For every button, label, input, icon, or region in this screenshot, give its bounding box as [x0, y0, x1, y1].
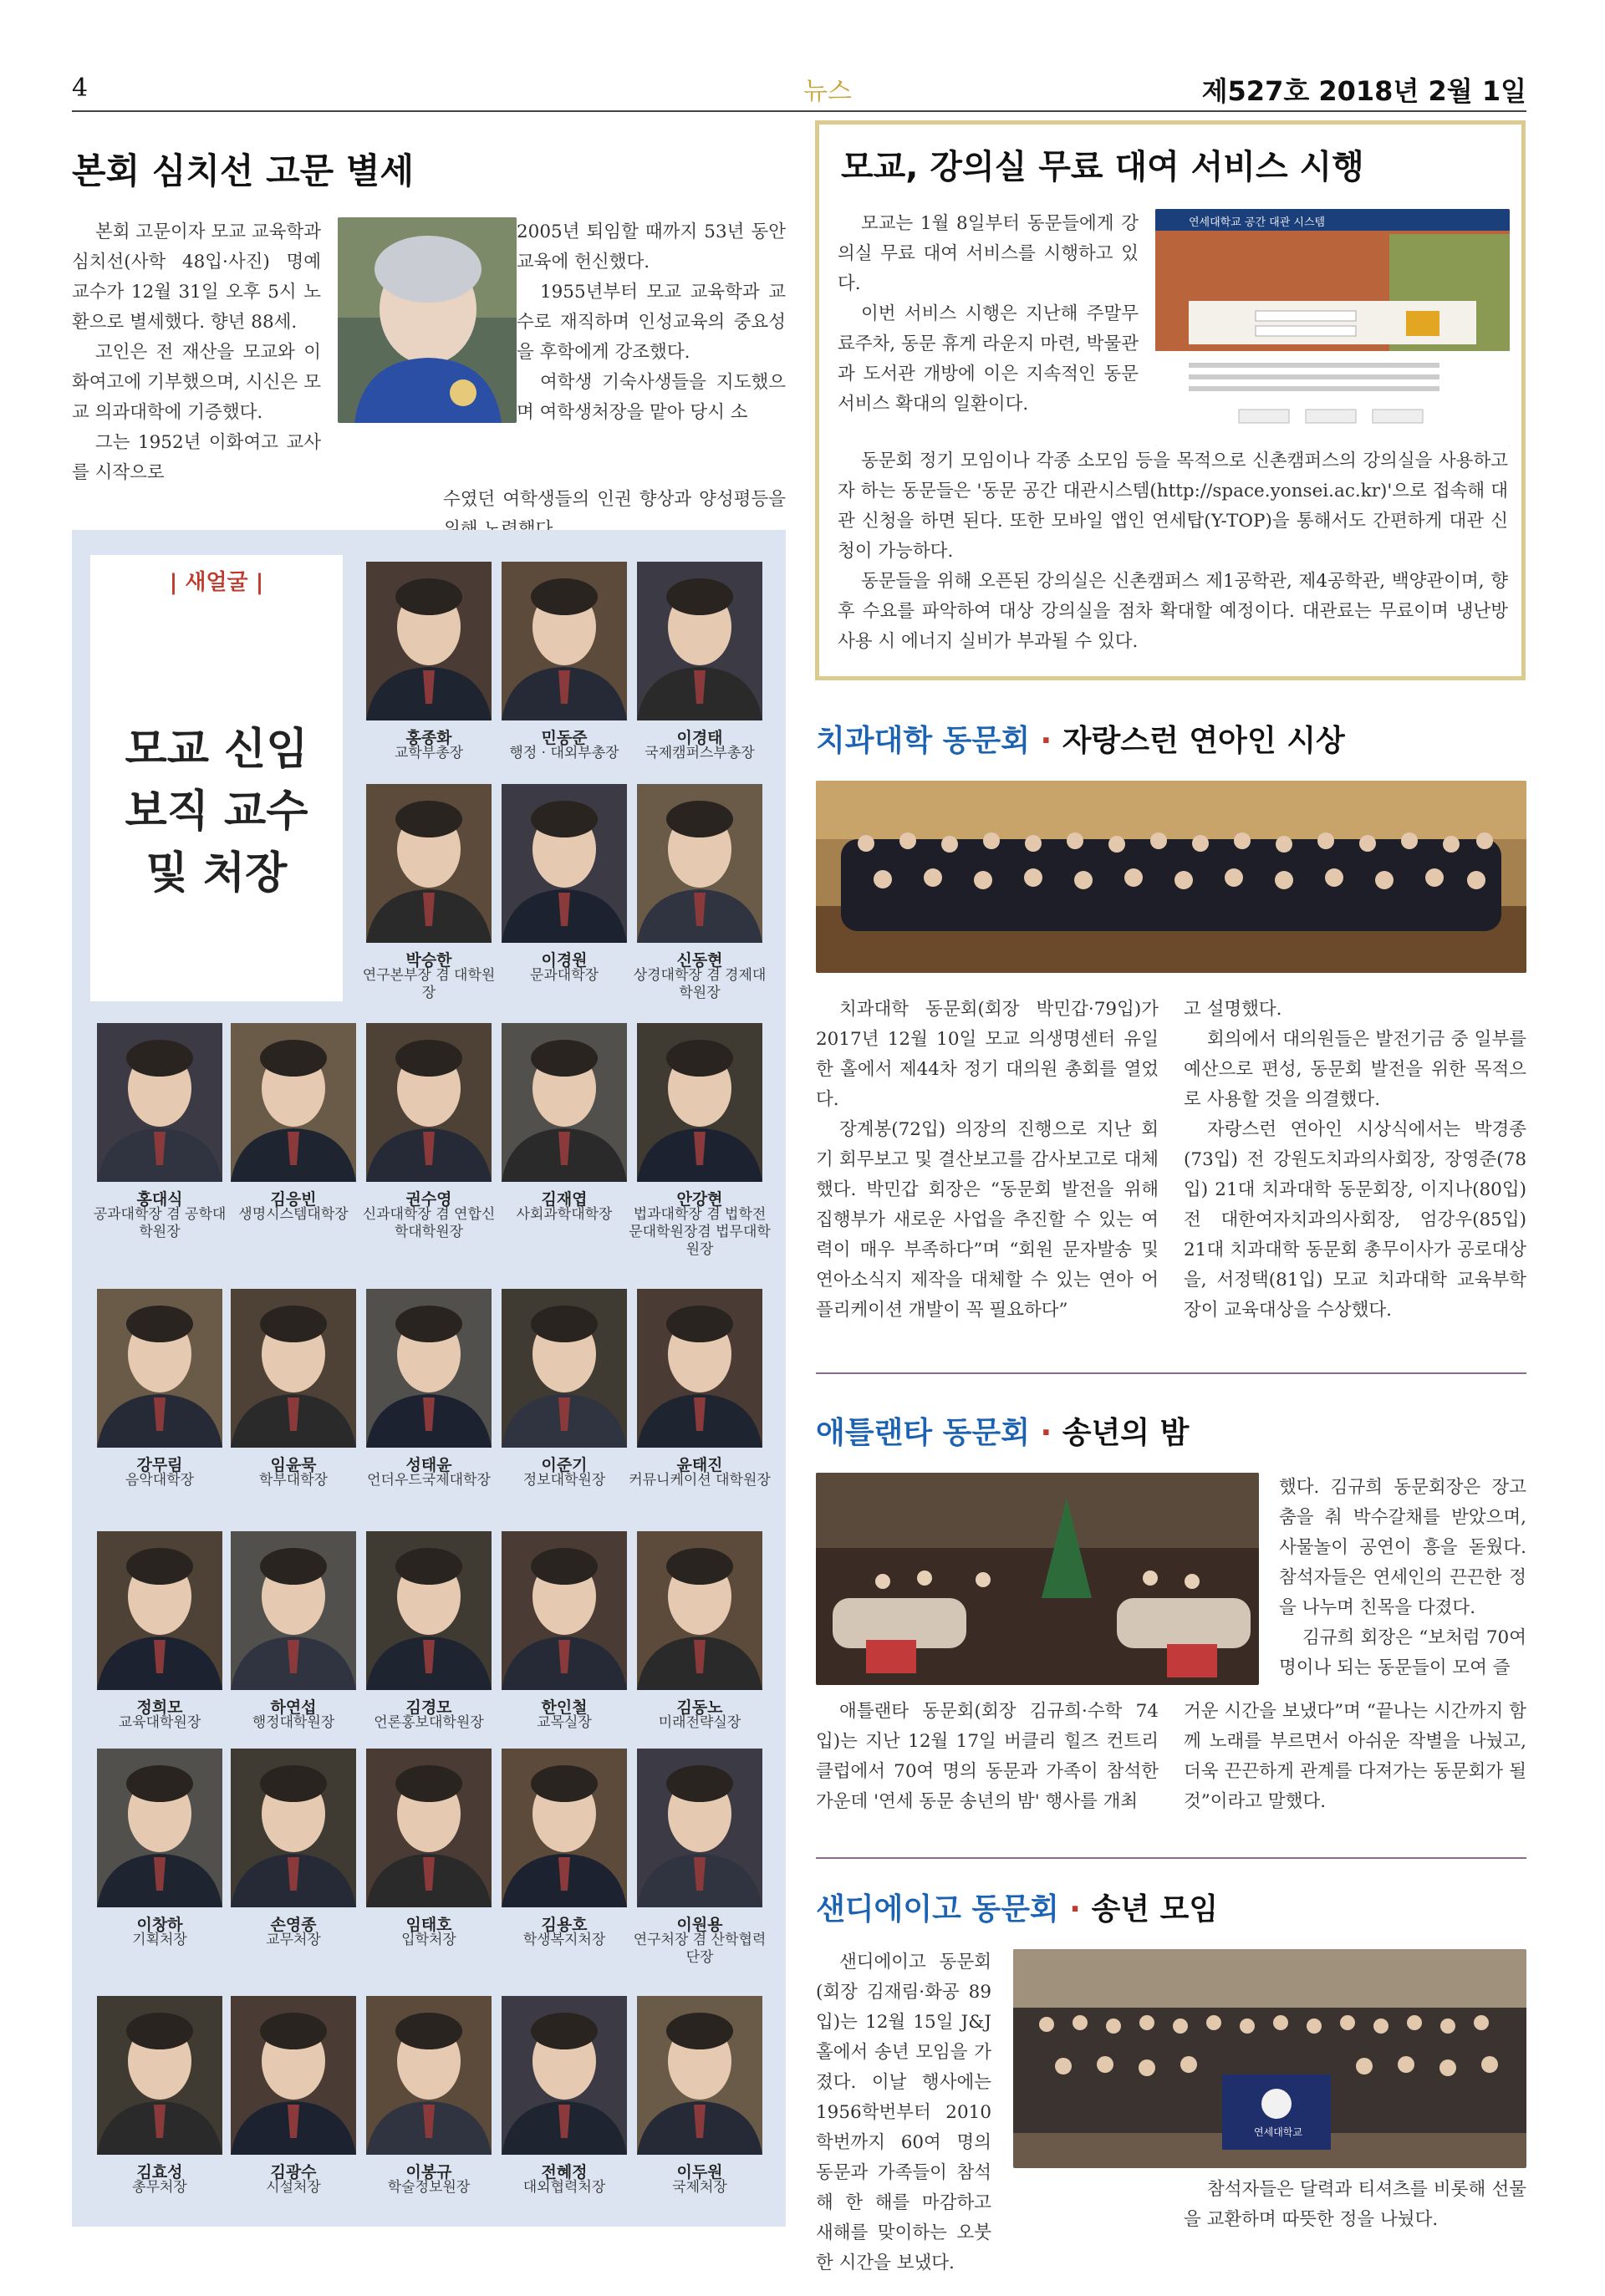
faculty-photo	[366, 1749, 492, 1907]
faculty-name: 김응빈	[270, 1190, 317, 1209]
dental-paragraph: 고 설명했다.	[1184, 999, 1282, 1020]
faculty-photo	[97, 1023, 222, 1182]
obituary-paragraph: 수였던 여학생들의 인권 향상과 양성평등을	[443, 489, 786, 510]
faculty-photo	[231, 1996, 356, 2155]
faculty-name: 이봉규	[405, 2163, 452, 2181]
atlanta-column-left	[816, 1697, 1159, 1817]
obituary-paragraph: 고인은 전 재산을 모교와 이화여고에 기부했으며, 시신은 모교 의과대학에 기증했다.	[72, 342, 321, 423]
faculty-role: 문과대학장	[529, 967, 599, 984]
obituary-column-1	[72, 217, 321, 488]
atlanta-dot: ·	[1040, 1416, 1052, 1450]
dental-paragraph: 회의에서 대의원들은 발전기금 중 일부를 예산으로 편성, 동문회 발전을 위한 목적으로 사용할 것을 의결했다.	[1184, 1029, 1526, 1110]
faculty-role: 학술정보원장	[387, 2179, 471, 2196]
page-number: 4	[72, 74, 89, 103]
faculty-name: 한인철	[541, 1698, 588, 1717]
faculty-tag: | 새얼굴 |	[169, 570, 264, 595]
faculty-role: 생명시스템대학장	[238, 1206, 349, 1223]
faculty-role: 학부대학장	[258, 1472, 329, 1489]
faculty-role: 기획처장	[132, 1932, 187, 1948]
dental-paragraph: 치과대학 동문회(회장 박민갑·79입)가 2017년 12월 10일 모교 의생명센터 유일한 홀에서 제44차 정기 대의원 총회를 열었다.	[816, 999, 1159, 1110]
faculty-name: 성태윤	[405, 1456, 452, 1474]
atlanta-column-right-2	[1184, 1697, 1526, 1817]
faculty-name: 이경태	[676, 729, 723, 747]
obituary-paragraph: 2005년 퇴임할 때까지 53년 동안 교육에 헌신했다.	[517, 221, 786, 272]
faculty-photo	[502, 1289, 627, 1448]
faculty-name: 김광수	[270, 2163, 317, 2181]
faculty-role: 연구처장 겸 산학협력단장	[633, 1932, 767, 1966]
faculty-name: 권수영	[405, 1190, 452, 1209]
faculty-name: 신동현	[676, 951, 723, 970]
faculty-name: 김동노	[676, 1698, 723, 1717]
faculty-photo	[231, 1749, 356, 1907]
faculty-role: 교무처장	[266, 1932, 321, 1948]
faculty-role: 행정 · 대외부총장	[509, 745, 619, 761]
faculty-role: 총무처장	[132, 2179, 187, 2196]
dental-group-photo	[816, 781, 1526, 973]
faculty-photo	[637, 1289, 762, 1448]
faculty-role: 교육대학원장	[118, 1714, 201, 1731]
atlanta-paragraph: 김규희 회장은 “보처럼 70여 명이나 되는 동문들이 모여 즐	[1279, 1627, 1526, 1678]
faculty-name: 민동준	[541, 729, 588, 747]
faculty-name: 하연섭	[270, 1698, 317, 1717]
faculty-name: 손영종	[270, 1916, 317, 1934]
obituary-paragraph: 그는 1952년 이화여고 교사를 시작으로	[72, 432, 321, 483]
faculty-photo	[502, 1023, 627, 1182]
faculty-role: 시설처장	[266, 2179, 321, 2196]
dental-paragraph: 자랑스런 연아인 시상식에서는 박경종(73입) 전 강원도치과의사회장, 장영준(78입) 21대 치과대학 동문회장, 이지나(80입) 전 대한여자치과의사회장, 엄강우(85입) 21대 치과대학 동문회 총무이사가 공로대상을, 서정택(81입) 모교 치과대학 교육부학장이 교육대상을 수상했다.	[1184, 1119, 1526, 1321]
faculty-photo	[231, 1289, 356, 1448]
faculty-role: 법과대학장 겸 법학전문대학원장겸 법무대학원장	[629, 1206, 771, 1258]
faculty-title	[90, 719, 343, 904]
rental-text-top	[838, 209, 1139, 420]
obituary-paragraph: 여학생 기숙사생들을 지도했으며 여학생처장을 맡아 당시 소	[517, 372, 786, 423]
faculty-photo	[502, 1531, 627, 1690]
section-label: 뉴스	[803, 77, 852, 106]
faculty-photo	[637, 1749, 762, 1907]
faculty-photo	[502, 562, 627, 720]
faculty-name: 박승한	[405, 951, 452, 970]
faculty-name: 이경원	[541, 951, 588, 970]
atlanta-title: 송년의 밤	[1062, 1416, 1190, 1450]
section-rule	[816, 1857, 1526, 1859]
faculty-name: 강무림	[136, 1456, 183, 1474]
faculty-name: 이원용	[676, 1916, 723, 1934]
sandiego-column-left	[816, 1947, 991, 2278]
dental-org: 치과대학 동문회	[816, 724, 1030, 758]
faculty-title-line: 및 처장	[145, 848, 288, 899]
faculty-role: 상경대학장 겸 경제대학원장	[633, 967, 767, 1001]
faculty-photo	[502, 784, 627, 943]
faculty-photo	[366, 1531, 492, 1690]
header-rule	[72, 110, 1526, 112]
obituary-paragraph: 본회 고문이자 모교 교육학과 심치선(사학 48입·사진) 명예 교수가 12월 31일 오후 5시 노환으로 별세했다. 향년 88세.	[72, 221, 321, 333]
dental-column-2	[1184, 995, 1526, 1326]
faculty-photo	[637, 562, 762, 720]
dental-paragraph: 장계봉(72입) 의장의 진행으로 지난 회기 회무보고 및 결산보고를 감사보고로 대체했다. 박민갑 회장은 “동문회 발전을 위해 집행부가 새로운 사업을 추진할 수 있는 여력이 매우 부족하다”며 “회원 문자발송 및 연아소식지 제작을 대체할 수 있는 연아 어플리케이션 개발이 꼭 필요하다”	[816, 1119, 1159, 1321]
faculty-role: 커뮤니케이션 대학원장	[629, 1472, 771, 1489]
rental-text-bottom	[838, 446, 1508, 657]
sandiego-dot: ·	[1069, 1892, 1081, 1927]
rental-paragraph: 이번 서비스 시행은 지난해 주말무료주차, 동문 휴게 라운지 마련, 박물관과 도서관 개방에 이은 지속적인 동문 서비스 확대의 일환이다.	[838, 303, 1139, 415]
faculty-role: 교학부총장	[394, 745, 464, 761]
faculty-role: 언더우드국제대학장	[367, 1472, 491, 1489]
rental-system-screenshot	[1155, 209, 1510, 446]
faculty-photo	[97, 1531, 222, 1690]
faculty-name: 정희모	[136, 1698, 183, 1717]
screenshot-title: 연세대학교 공간 대관 시스템	[1189, 216, 1326, 229]
sandiego-heading	[816, 1886, 1218, 1928]
atlanta-heading	[816, 1409, 1189, 1452]
faculty-role: 학생복지처장	[522, 1932, 606, 1948]
faculty-photo	[366, 784, 492, 943]
section-rule	[816, 1372, 1526, 1374]
faculty-role: 공과대학장 겸 공학대학원장	[93, 1206, 227, 1240]
faculty-name: 전혜정	[541, 2163, 588, 2181]
sandiego-paragraph: 샌디에이고 동문회(회장 김재림·화공 89입)는 12월 15일 J&J 홀에서 송년 모임을 가졌다. 이날 행사에는 1956학번부터 2010학번까지 60여 명의 동문과 가족들이 참석해 한 해를 마감하고 새해를 맞이하는 오붓한 시간을 보냈다.	[816, 1952, 991, 2273]
faculty-role: 신과대학장 겸 연합신학대학원장	[362, 1206, 496, 1240]
faculty-name: 이두원	[676, 2163, 723, 2181]
atlanta-org: 애틀랜타 동문회	[816, 1416, 1030, 1450]
rental-paragraph: 동문회 정기 모임이나 각종 소모임 등을 목적으로 신촌캠퍼스의 강의실을 사용하고자 하는 동문들은 '동문 공간 대관시스템(http://space.yonsei.ac.kr)'으로 접속해 대관 신청을 하면 된다. 또한 모바일 앱인 연세탑(Y-TOP)을 통해서도 간편하게 대관 신청이 가능하다.	[838, 451, 1508, 562]
faculty-name: 김경모	[405, 1698, 452, 1717]
atlanta-event-photo	[816, 1473, 1259, 1685]
issue-date: 제527호 2018년 2월 1일	[1201, 75, 1526, 107]
faculty-photo	[637, 1531, 762, 1690]
sandiego-title: 송년 모임	[1091, 1892, 1219, 1927]
faculty-name: 홍대식	[136, 1190, 183, 1209]
faculty-role: 음악대학장	[125, 1472, 195, 1489]
faculty-photo	[366, 1289, 492, 1448]
faculty-photo	[502, 1749, 627, 1907]
faculty-name: 임태호	[405, 1916, 452, 1934]
sandiego-group-photo	[1013, 1949, 1526, 2168]
faculty-name: 안강현	[676, 1190, 723, 1209]
faculty-title-line: 모교 신임	[125, 725, 308, 775]
faculty-photo	[637, 1996, 762, 2155]
faculty-photo	[366, 562, 492, 720]
faculty-photo	[502, 1996, 627, 2155]
faculty-role: 사회과학대학장	[516, 1206, 613, 1223]
obituary-portrait	[338, 217, 517, 423]
faculty-photo	[366, 1996, 492, 2155]
sandiego-paragraph: 참석자들은 달력과 티셔츠를 비롯해 선물을 교환하며 따뜻한 정을 나눴다.	[1184, 2179, 1526, 2230]
faculty-role: 미래전략실장	[658, 1714, 741, 1731]
faculty-role: 대외협력처장	[522, 2179, 606, 2196]
faculty-role: 국제캠퍼스부총장	[645, 745, 755, 761]
faculty-name: 이준기	[541, 1456, 588, 1474]
dental-heading	[816, 717, 1345, 760]
obituary-headline: 본회 심치선 고문 별세	[72, 150, 415, 191]
obituary-column-2	[517, 217, 786, 428]
faculty-photo	[637, 1023, 762, 1182]
atlanta-paragraph: 했다. 김규희 동문회장은 장고춤을 춰 박수갈채를 받았으며, 사물놀이 공연이 흥을 돋웠다. 참석자들은 연세인의 끈끈한 정을 나누며 친목을 다졌다.	[1279, 1477, 1526, 1618]
obituary-paragraph: 1955년부터 모교 교육학과 교수로 재직하며 인성교육의 중요성을 후학에게 강조했다.	[517, 282, 786, 363]
banner-text: 연세대학교	[1254, 2126, 1302, 2138]
atlanta-paragraph: 애틀랜타 동문회(회장 김규희·수학 74입)는 지난 12월 17일 버클리 힐즈 컨트리 클럽에서 70여 명의 동문과 가족이 참석한 가운데 '연세 동문 송년의 밤' 행사를 개최	[816, 1701, 1159, 1812]
faculty-role: 언론홍보대학원장	[374, 1714, 484, 1731]
faculty-role: 행정대학원장	[252, 1714, 335, 1731]
rental-paragraph: 모교는 1월 8일부터 동문들에게 강의실 무료 대여 서비스를 시행하고 있다.	[838, 213, 1139, 294]
sandiego-column-right	[1184, 2175, 1526, 2235]
sandiego-org: 샌디에이고 동문회	[816, 1892, 1059, 1927]
faculty-role: 교목실장	[537, 1714, 592, 1731]
faculty-name: 이창하	[136, 1916, 183, 1934]
faculty-role: 국제처장	[672, 2179, 727, 2196]
faculty-name: 윤태진	[676, 1456, 723, 1474]
faculty-photo	[231, 1023, 356, 1182]
dental-title: 자랑스런 연아인 시상	[1062, 724, 1345, 758]
faculty-role: 입학처장	[401, 1932, 456, 1948]
faculty-photo	[97, 1289, 222, 1448]
faculty-name: 김용호	[541, 1916, 588, 1934]
dental-column-1	[816, 995, 1159, 1326]
faculty-name: 김재엽	[541, 1190, 588, 1209]
faculty-role: 연구본부장 겸 대학원장	[362, 967, 496, 1001]
faculty-name: 임윤묵	[270, 1456, 317, 1474]
faculty-role: 정보대학원장	[522, 1472, 606, 1489]
rental-paragraph: 동문들을 위해 오픈된 강의실은 신촌캠퍼스 제1공학관, 제4공학관, 백양관이며, 향후 수요를 파악하여 대상 강의실을 점차 확대할 예정이다. 대관료는 무료이며 냉난방 사용 시 에너지 실비가 부과될 수 있다.	[838, 571, 1508, 652]
faculty-photo	[97, 1996, 222, 2155]
faculty-photo	[637, 784, 762, 943]
atlanta-paragraph: 거운 시간을 보냈다”며 “끝나는 시간까지 함께 노래를 부르면서 아쉬운 작별을 나눴고, 더욱 끈끈하게 관계를 다져가는 동문회가 될 것”이라고 말했다.	[1184, 1701, 1526, 1812]
dental-dot: ·	[1040, 724, 1052, 758]
atlanta-column-right	[1279, 1473, 1526, 1683]
faculty-photo	[231, 1531, 356, 1690]
faculty-photo	[366, 1023, 492, 1182]
faculty-title-line: 보직 교수	[125, 787, 308, 837]
faculty-photo	[97, 1749, 222, 1907]
faculty-name: 김효성	[136, 2163, 183, 2181]
faculty-name: 홍종화	[405, 729, 452, 747]
rental-headline: 모교, 강의실 무료 대여 서비스 시행	[841, 148, 1364, 186]
